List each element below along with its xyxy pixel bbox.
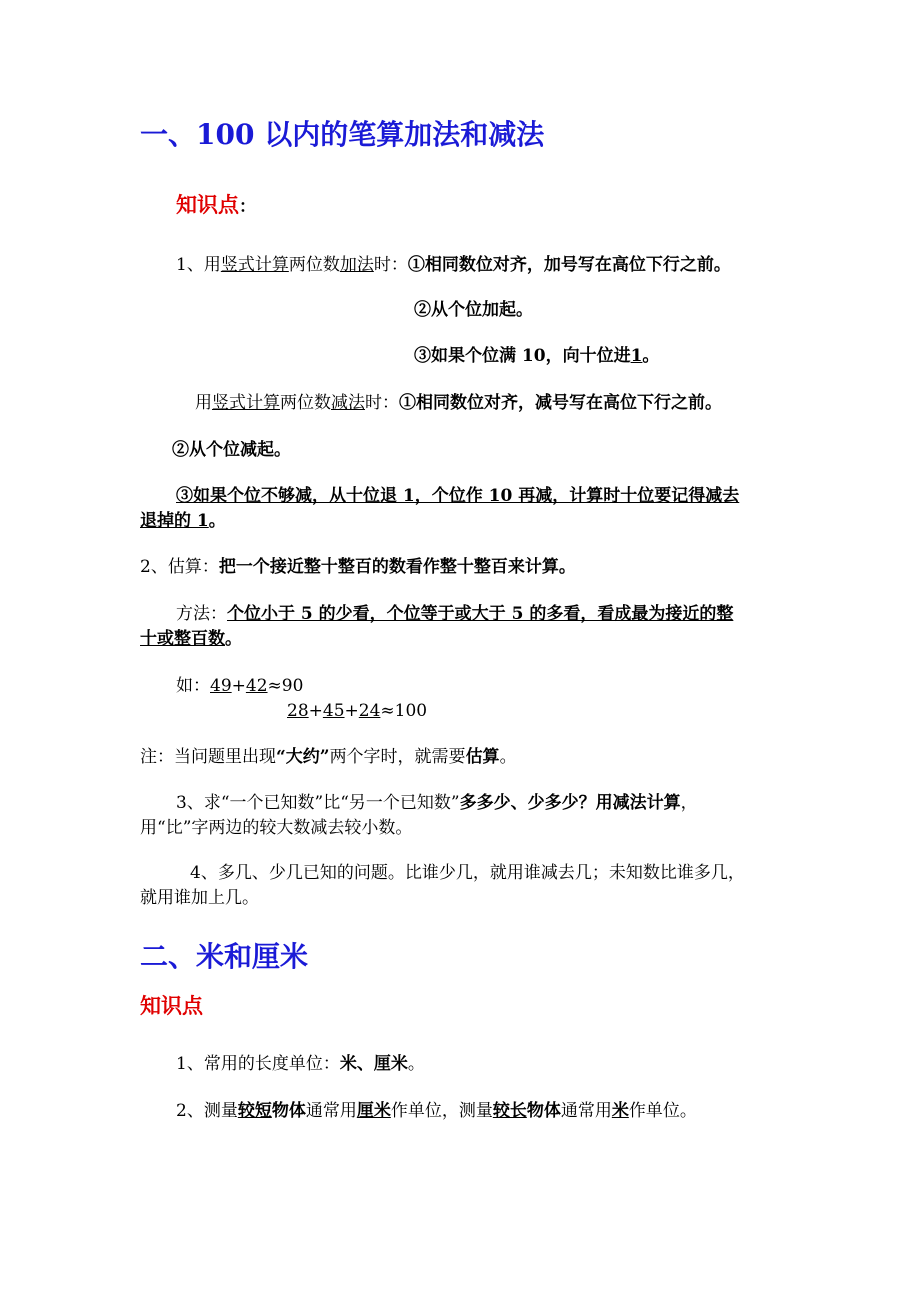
example2-num-a: 28 — [287, 701, 309, 721]
s2-item2-p2: 通常用 — [305, 1101, 357, 1121]
example1-result: ≈90 — [267, 676, 304, 696]
estimate-definition: 把一个接近整十整百的数看作整十整百来计算。 — [218, 557, 576, 577]
method-text-1: 个位小于 5 的少看，个位等于或大于 5 的多看，看成最为接近的整 — [227, 604, 734, 624]
s2-item1-end: 。 — [407, 1054, 425, 1074]
addition-term-add: 加法 — [339, 255, 374, 275]
subtraction-prefix: 用 — [195, 393, 212, 413]
s2-item2-p4: 通常用 — [560, 1101, 612, 1121]
subtraction-term-sub: 减法 — [331, 393, 365, 413]
addition-rule-line — [176, 255, 731, 275]
section1-title: 一、100 以内的笔算加法和减法 — [140, 118, 545, 151]
subtraction-rule-3-text: 退掉的 1 — [140, 511, 209, 531]
addition-term-vertical: 竖式计算 — [220, 255, 289, 275]
addition-rule-3-text: ③如果个位满 10，向十位进 — [414, 346, 631, 366]
example-label: 如： — [176, 676, 210, 696]
subtraction-rule-line — [195, 393, 722, 413]
addition-rule-3-end: 。 — [642, 346, 660, 366]
subtraction-rule-2: ②从个位减起。 — [172, 440, 291, 460]
method-end: 。 — [225, 629, 242, 649]
addition-mid: 两位数 — [288, 255, 340, 275]
s2-item2-long: 较长 — [492, 1101, 527, 1121]
knowledge-label: 知识点 — [176, 192, 239, 217]
item3-text-a: 3、求“一个已知数”比“另一个已知数” — [176, 793, 460, 813]
example2-plus-2: + — [344, 701, 359, 721]
subtraction-rule-3-end: 。 — [208, 511, 226, 531]
note-end: 。 — [499, 747, 517, 767]
s2-item2-p5: 作单位。 — [628, 1101, 697, 1121]
knowledge-heading-1 — [176, 192, 256, 217]
note-quote: “大约” — [276, 747, 330, 767]
example1-num-b: 42 — [245, 676, 268, 696]
addition-suffix: 时： — [373, 255, 408, 275]
example-line-2 — [287, 701, 427, 721]
section2-item2 — [176, 1101, 697, 1121]
subtraction-suffix: 时： — [365, 393, 399, 413]
s2-item2-m: 米 — [611, 1101, 629, 1121]
item4-line-1: 4、多几、少几已知的问题。比谁少几，就用谁减去几；未知数比谁多几， — [190, 863, 745, 883]
addition-rule-2: ②从个位加起。 — [414, 300, 533, 320]
method-line-1 — [176, 604, 733, 624]
item3-line-1 — [176, 793, 698, 813]
s2-item2-p1: 2、测量 — [176, 1101, 238, 1121]
addition-rule-3 — [414, 346, 659, 366]
method-text-2: 十或整百数 — [140, 629, 225, 649]
example1-plus: + — [231, 676, 246, 696]
estimate-prefix: 2、估算： — [140, 557, 219, 577]
s2-item2-object2: 物体 — [526, 1101, 561, 1121]
subtraction-mid: 两位数 — [280, 393, 331, 413]
section2-item1 — [176, 1054, 425, 1074]
example2-plus-1: + — [308, 701, 323, 721]
method-label: 方法： — [176, 604, 227, 624]
method-line-2 — [140, 629, 242, 649]
example2-result: ≈100 — [380, 701, 428, 721]
knowledge-colon: ： — [239, 197, 256, 217]
section2-knowledge-label: 知识点 — [140, 993, 203, 1018]
subtraction-rule-1: ①相同数位对齐，减号写在高位下行之前。 — [399, 393, 722, 413]
section2-title: 二、米和厘米 — [140, 940, 309, 973]
addition-rule-1: ①相同数位对齐，加号写在高位下行之前。 — [407, 255, 731, 275]
s2-item1-units: 米、厘米 — [339, 1054, 408, 1074]
s2-item1-prefix: 1、常用的长度单位： — [176, 1054, 340, 1074]
example2-num-c: 24 — [358, 701, 381, 721]
estimate-line — [140, 557, 576, 577]
addition-prefix: 1、用 — [176, 255, 221, 275]
item3-text-b: 多多少、少多少？用减法计算 — [459, 793, 681, 813]
subtraction-term-vertical: 竖式计算 — [212, 393, 280, 413]
addition-rule-3-one: 1 — [630, 346, 643, 366]
item3-line-2: 用“比”字两边的较大数减去较小数。 — [140, 818, 413, 838]
note-prefix: 注：当问题里出现 — [140, 747, 276, 767]
note-word: 估算 — [465, 747, 500, 767]
item4-line-2: 就用谁加上几。 — [140, 888, 259, 908]
example2-num-b: 45 — [322, 701, 345, 721]
s2-item2-cm: 厘米 — [356, 1101, 391, 1121]
subtraction-rule-3-line1: ③如果个位不够减，从十位退 1，个位作 10 再减，计算时十位要记得减去 — [176, 486, 740, 506]
note-mid: 两个字时，就需要 — [329, 747, 466, 767]
s2-item2-short: 较短 — [237, 1101, 272, 1121]
s2-item2-object1: 物体 — [271, 1101, 306, 1121]
example-line-1 — [176, 676, 303, 696]
example1-num-a: 49 — [210, 676, 232, 696]
subtraction-rule-3-line2 — [140, 511, 226, 531]
s2-item2-p3: 作单位，测量 — [390, 1101, 493, 1121]
item3-text-c: ， — [680, 793, 698, 813]
note-line — [140, 747, 517, 767]
